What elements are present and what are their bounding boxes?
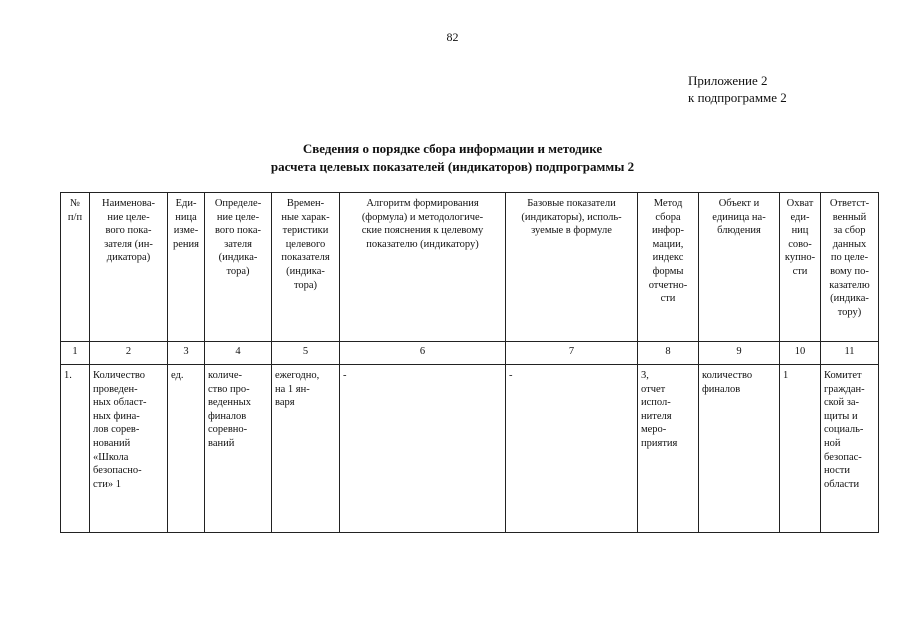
table-cell: ед. xyxy=(168,365,205,533)
table-cell: ежегодно, на 1 ян- варя xyxy=(272,365,340,533)
table-cell: - xyxy=(506,365,638,533)
column-number-row xyxy=(61,342,879,365)
header-cell: Базовые показатели (индикаторы), исполь- зуемые в формуле xyxy=(506,193,638,342)
table-cell: 1 xyxy=(780,365,821,533)
column-number-cell: 11 xyxy=(821,342,879,365)
column-number-cell: 7 xyxy=(506,342,638,365)
column-number-cell: 5 xyxy=(272,342,340,365)
table-cell: Комитет граждан- ской за- щиты и социаль- ной безопас- ности области xyxy=(821,365,879,533)
header-cell: Охват еди- ниц сово- купно- сти xyxy=(780,193,821,342)
column-number-cell: 6 xyxy=(340,342,506,365)
header-cell: № п/п xyxy=(61,193,90,342)
column-number-cell: 1 xyxy=(61,342,90,365)
column-number-cell: 10 xyxy=(780,342,821,365)
appendix-note xyxy=(688,72,787,106)
table-cell: - xyxy=(340,365,506,533)
header-cell: Метод сбора инфор- мации, индекс формы отчетно- сти xyxy=(638,193,699,342)
header-cell: Определе- ние целе- вого пока- зателя (индика- тора) xyxy=(205,193,272,342)
appendix-line-2: к подпрограмме 2 xyxy=(688,90,787,105)
column-number-cell: 9 xyxy=(699,342,780,365)
table-row xyxy=(61,365,879,533)
table-cell: 1. xyxy=(61,365,90,533)
table-cell: количе- ство про- веденных финалов соревно- ваний xyxy=(205,365,272,533)
document-title-line-1: Сведения о порядке сбора информации и методике xyxy=(302,141,603,156)
header-cell: Еди- ница изме- рения xyxy=(168,193,205,342)
indicators-table xyxy=(60,192,879,533)
column-number-cell: 8 xyxy=(638,342,699,365)
page-number: 82 xyxy=(446,30,459,44)
column-number-cell: 4 xyxy=(205,342,272,365)
document-title xyxy=(0,140,905,176)
header-cell: Ответст- венный за сбор данных по целе- вому по- казателю (индика- тору) xyxy=(821,193,879,342)
table-cell: Количество проведен- ных област- ных фина- лов сорев- нований «Школа безопасно- сти» 1 xyxy=(90,365,168,533)
header-cell: Алгоритм формирования (формула) и методологиче- ские пояснения к целевому показателю (индикатору) xyxy=(340,193,506,342)
header-cell: Времен- ные харак- теристики целевого показателя (индика- тора) xyxy=(272,193,340,342)
table-cell: 3, отчет испол- нителя меро- приятия xyxy=(638,365,699,533)
appendix-line-1: Приложение 2 xyxy=(688,73,768,88)
column-number-cell: 3 xyxy=(168,342,205,365)
column-number-cell: 2 xyxy=(90,342,168,365)
document-title-line-2: расчета целевых показателей (индикаторов) подпрограммы 2 xyxy=(270,159,635,174)
header-cell: Наименова- ние целе- вого пока- зателя (ин- дикатора) xyxy=(90,193,168,342)
table-header-row xyxy=(61,193,879,342)
table-cell: количество финалов xyxy=(699,365,780,533)
header-cell: Объект и единица на- блюдения xyxy=(699,193,780,342)
